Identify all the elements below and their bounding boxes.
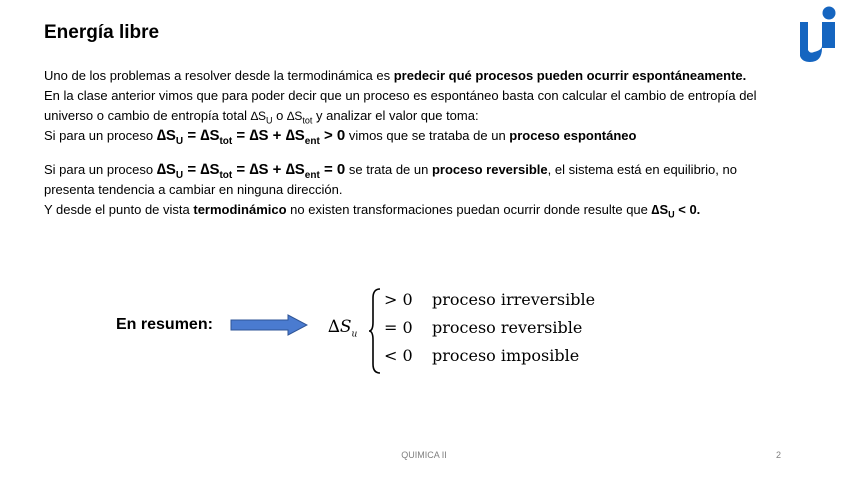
case-impossible: < 0 proceso imposible (384, 346, 580, 365)
paragraph-previous-class: En la clase anterior vimos que para poder decir que un proceso es espontáneo basta con calcular el cambio de entropía del universo o cambio de entropía total $\Delta S_U$ o $\Delta S_{tot}$ y analizar el valor que toma: (44, 88, 757, 126)
equation-spontaneous: $\Delta S_U = \Delta S_{tot} = \Delta S + \Delta S_{ent} > 0$ (156, 127, 346, 147)
equation-reversible: $\Delta S_U = \Delta S_{tot} = \Delta S + \Delta S_{ent} = 0$ (156, 161, 346, 181)
footer-course-name: QUIMICA II (401, 450, 447, 460)
formula-lhs: $\Delta S_u$ (328, 317, 358, 340)
case-reversible: = 0 proceso reversible (384, 318, 583, 337)
slide-body (44, 66, 774, 220)
university-logo-icon (800, 6, 842, 64)
case-irreversible: > 0 proceso irreversible (384, 290, 596, 309)
page-number: 2 (776, 450, 782, 460)
paragraph-spontaneous: Si para un proceso $\Delta S_U = \Delta S_{tot} = \Delta S + \Delta S_{ent} > 0$ vimos que se trataba de un proceso espontáneo (44, 127, 637, 147)
paragraph-thermodynamic: Y desde el punto de vista termodinámico no existen transformaciones puedan ocurrir donde resulte que $\Delta S_U < 0$. (44, 202, 701, 220)
inequality-negative: $\Delta S_U < 0$. (651, 202, 701, 220)
slide-title: Energía libre (44, 22, 160, 43)
paragraph-intro: Uno de los problemas a resolver desde la termodinámica es predecir qué procesos pueden ocurrir espontáneamente. (44, 68, 747, 83)
summary-label: En resumen: (116, 316, 213, 333)
right-arrow-icon (230, 314, 308, 336)
highlight-predict: predecir qué procesos pueden ocurrir espontáneamente. (393, 68, 747, 83)
entropy-cases-formula (328, 288, 598, 374)
paragraph-reversible: Si para un proceso $\Delta S_U = \Delta S_{tot} = \Delta S + \Delta S_{ent} = 0$ se trata de un proceso reversible, el sistema está en equilibrio, no presenta tendencia a cambiar en ninguna dirección. (44, 161, 737, 197)
left-brace-icon (368, 288, 382, 374)
